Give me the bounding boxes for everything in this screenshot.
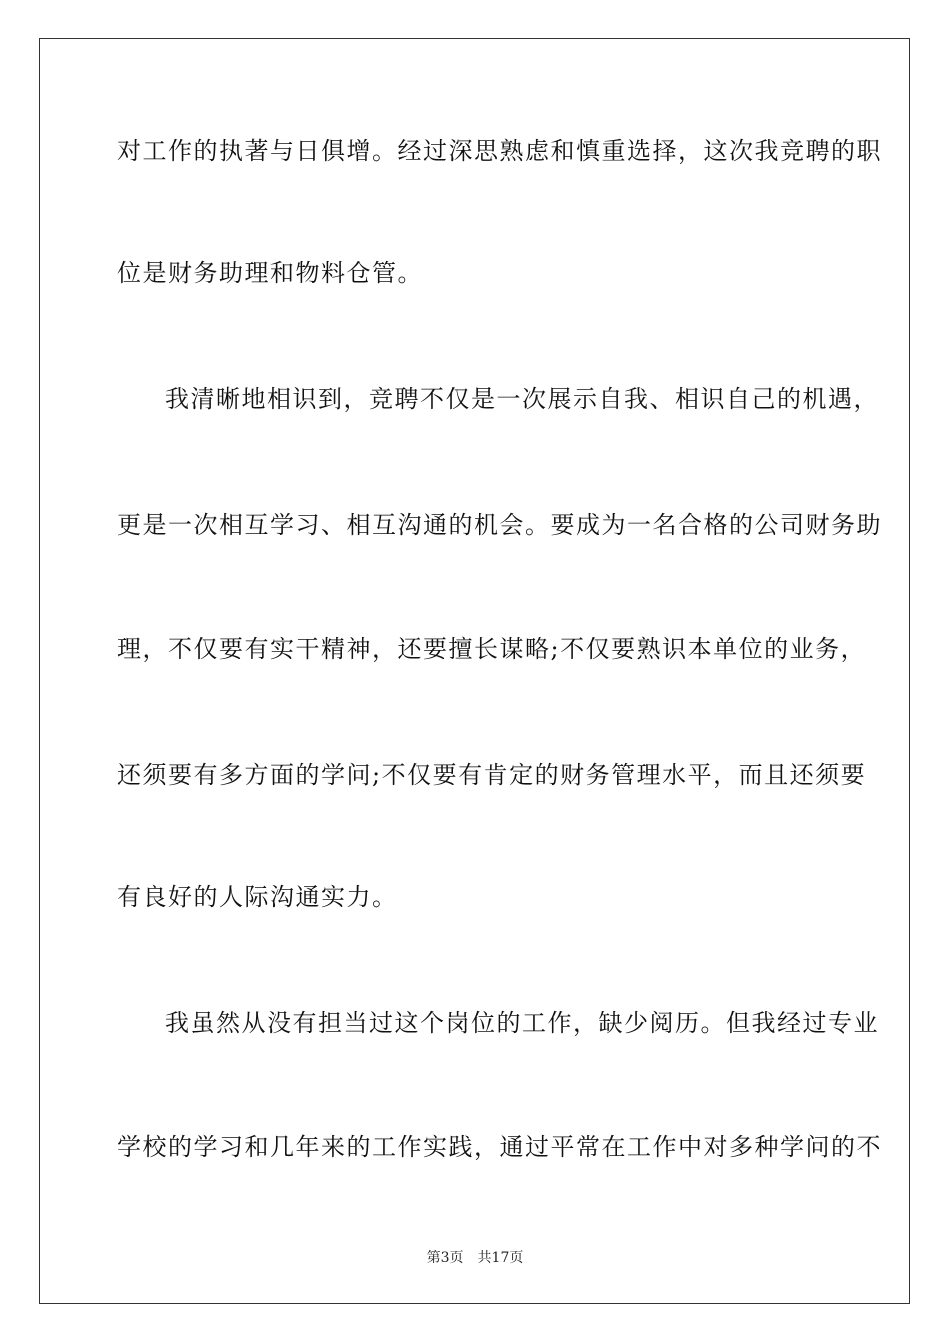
page-total: 共17页 — [477, 1250, 524, 1266]
page-footer — [0, 1247, 950, 1267]
text-line-1: 对工作的执著与日俱增。经过深思熟虑和慎重选择，这次我竞聘的职 — [117, 137, 882, 165]
text-line-5: 理，不仅要有实干精神，还要擅长谋略;不仅要熟识本单位的业务， — [117, 635, 867, 663]
text-line-2: 位是财务助理和物料仓管。 — [117, 259, 423, 287]
text-line-9: 学校的学习和几年来的工作实践，通过平常在工作中对多种学问的不 — [117, 1133, 882, 1161]
page-frame — [39, 38, 910, 1304]
text-line-6: 还须要有多方面的学问;不仅要有肯定的财务管理水平，而且还须要 — [117, 761, 867, 789]
text-line-7: 有良好的人际沟通实力。 — [117, 883, 398, 911]
text-line-3: 我清晰地相识到，竞聘不仅是一次展示自我、相识自己的机遇， — [165, 385, 879, 413]
page-number: 第3页 — [426, 1250, 464, 1266]
text-line-8: 我虽然从没有担当过这个岗位的工作，缺少阅历。但我经过专业 — [165, 1009, 879, 1037]
text-line-4: 更是一次相互学习、相互沟通的机会。要成为一名合格的公司财务助 — [117, 511, 882, 539]
